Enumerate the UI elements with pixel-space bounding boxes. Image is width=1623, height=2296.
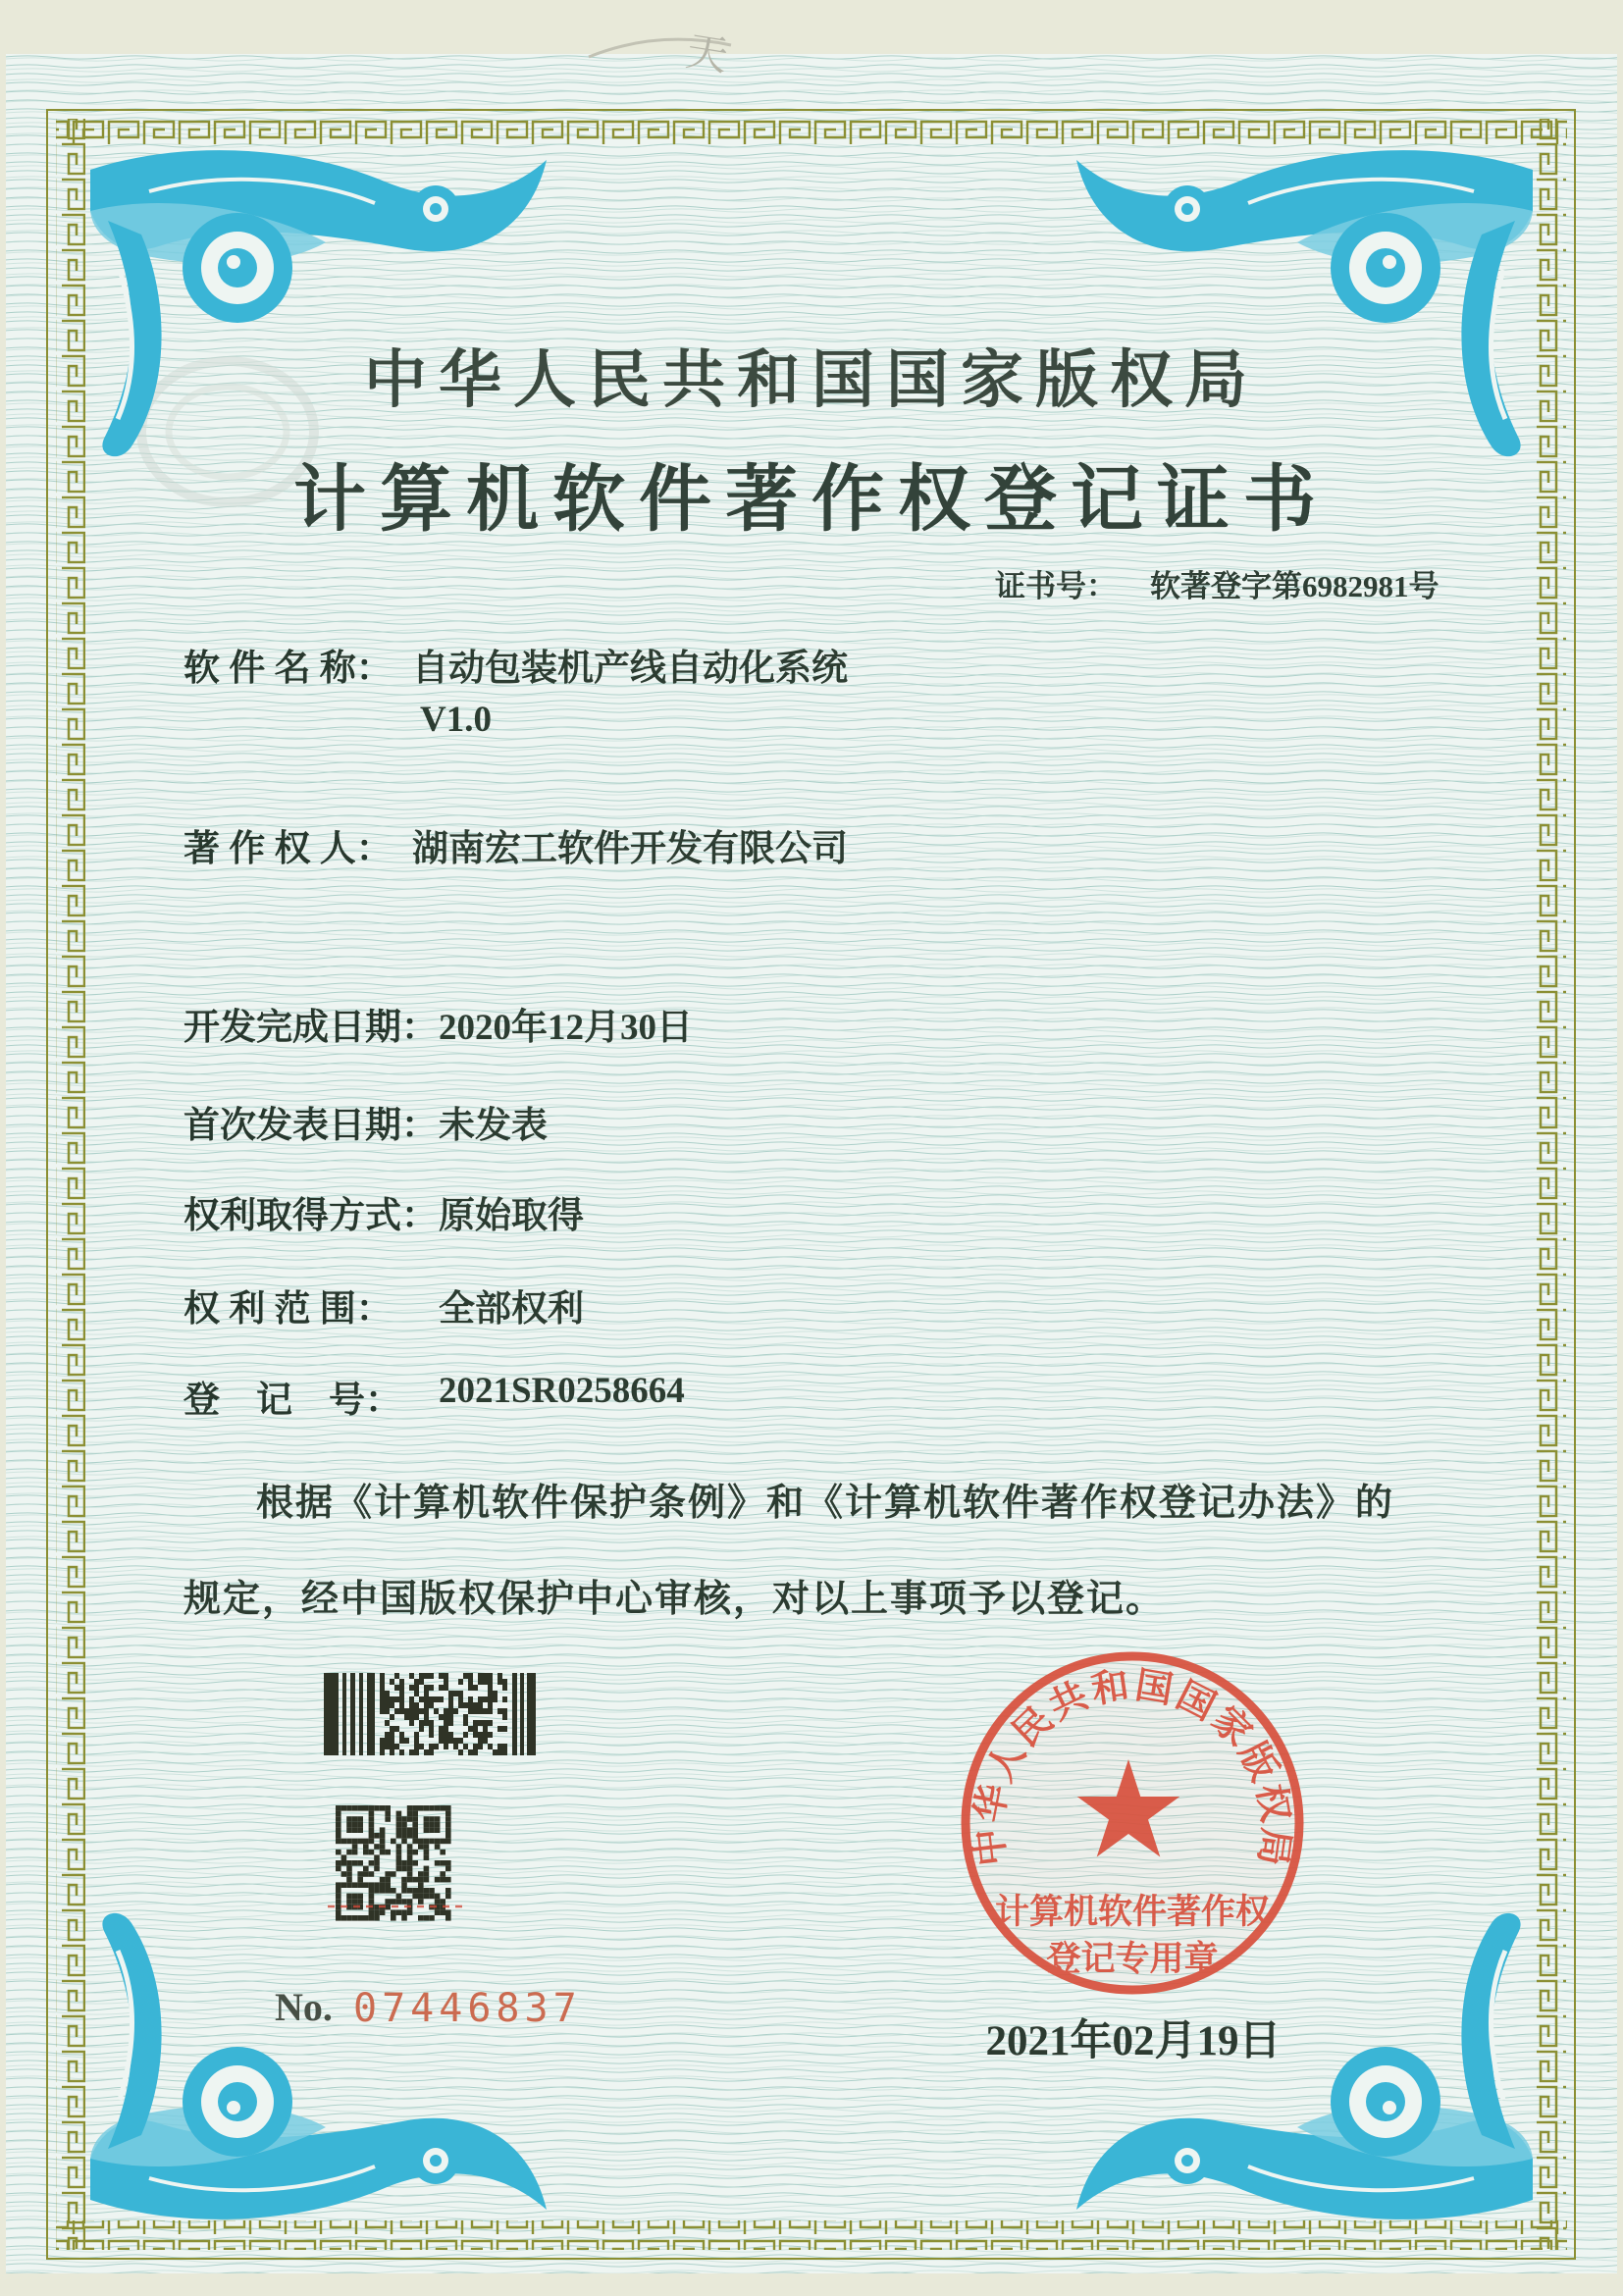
field-value-registration-number: 2021SR0258664	[439, 1371, 685, 1411]
handwritten-mark: 天	[683, 26, 732, 80]
statement-line-2: 规定，经中国版权保护中心审核，对以上事项予以登记。	[183, 1579, 1166, 1620]
certificate-title: 计算机软件著作权登记证书	[293, 460, 1330, 541]
field-value-rights-scope: 全部权利	[439, 1289, 584, 1330]
field-label-registration-number: 登 记 号：	[183, 1381, 401, 1421]
certificate-number-label: 证书号：	[995, 569, 1117, 603]
authority-title: 中华人民共和国国家版权局	[364, 345, 1259, 415]
serial-prefix: No.	[275, 1985, 333, 2029]
field-label-acquisition-method: 权利取得方式：	[183, 1196, 438, 1236]
field-value-completion-date: 2020年12月30日	[439, 1008, 693, 1048]
field-label-software-name: 软 件 名 称：	[183, 649, 393, 689]
field-label-completion-date: 开发完成日期：	[183, 1008, 438, 1048]
certificate-number-value: 软著登字第6982981号	[1150, 569, 1440, 603]
field-value-copyright-owner: 湖南宏工软件开发有限公司	[412, 829, 848, 869]
field-label-first-publication: 首次发表日期：	[183, 1106, 438, 1146]
field-value-first-publication: 未发表	[439, 1106, 548, 1146]
seal-arc-text: 中华人民共和国国家版权局	[968, 1664, 1297, 1871]
issue-date: 2021年02月19日	[985, 2018, 1282, 2064]
field-label-rights-scope: 权 利 范 围：	[183, 1289, 393, 1330]
seal-line2: 登记专用章	[1046, 1940, 1219, 1978]
field-label-copyright-owner: 著 作 权 人：	[183, 829, 393, 869]
field-value-software-version: V1.0	[420, 700, 492, 740]
statement-line-1: 根据《计算机软件保护条例》和《计算机软件著作权登记办法》的	[256, 1483, 1395, 1524]
field-value-acquisition-method: 原始取得	[439, 1196, 584, 1236]
official-seal	[966, 1656, 1299, 1990]
seal-line1: 计算机软件著作权	[994, 1893, 1271, 1931]
field-value-software-name: 自动包装机产线自动化系统	[412, 649, 848, 689]
serial-number: 07446837	[353, 1986, 582, 2031]
certificate-number-line	[995, 561, 1440, 605]
